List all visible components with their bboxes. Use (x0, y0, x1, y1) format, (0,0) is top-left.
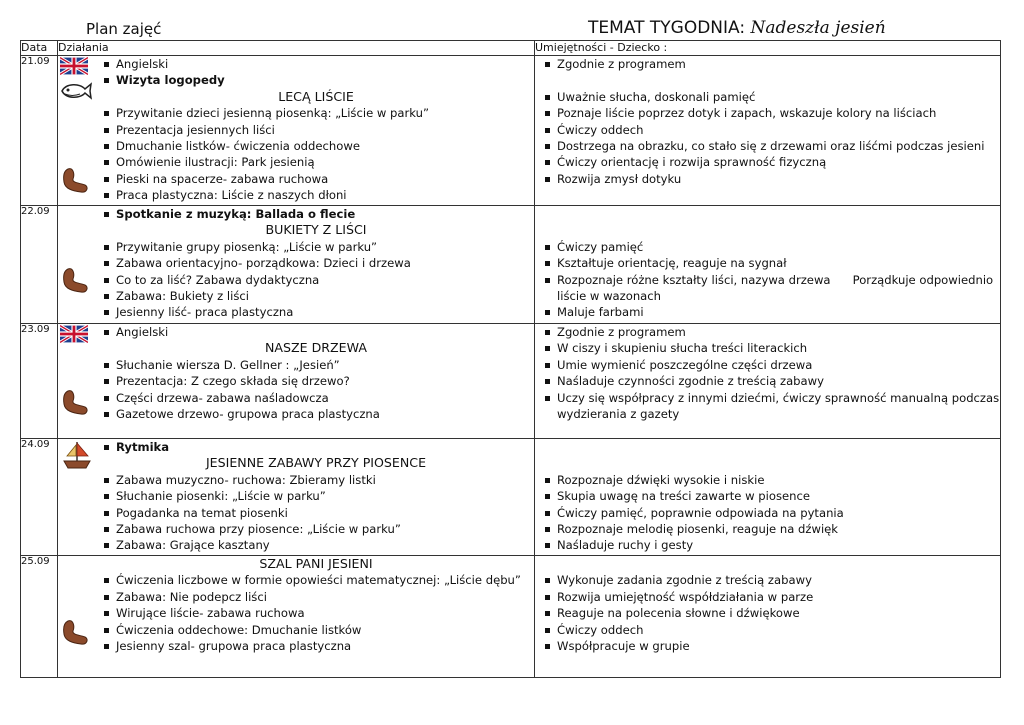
list-item: Naśladuje ruchy i gesty (539, 537, 1000, 553)
list-item: Dostrzega na obrazku, co stało się z drzewami oraz liśćmi podczas jesieni (539, 138, 1000, 154)
header-skills: Umiejętności - Dziecko : (535, 41, 1001, 56)
fish-icon (58, 80, 92, 102)
day-topic: BUKIETY Z LIŚCI (265, 222, 367, 238)
list-item: Zabawa: Bukiety z liści (98, 288, 534, 304)
day-skills (535, 439, 1001, 556)
list-item: Rytmika (98, 439, 534, 455)
bean-icon (60, 166, 90, 194)
day-topic: SZAL PANI JESIENI (259, 556, 373, 571)
list-item: Rozwija zmysł dotyku (539, 171, 1000, 187)
list-item: Pieski na spacerze- zabawa ruchowa (98, 171, 534, 187)
spacer (539, 222, 1000, 238)
list-item: Ćwiczenia liczbowe w formie opowieści matematycznej: „Liście dębu” (98, 572, 534, 588)
list-item: Rozpoznaje różne kształty liści, nazywa drzewa Porządkuje odpowiednio liście w wazonach (539, 272, 1000, 305)
list-item: Angielski (98, 324, 534, 340)
day-date: 23.09 (21, 324, 58, 439)
day-date: 21.09 (21, 56, 58, 206)
list-item: Spotkanie z muzyką: Ballada o flecie (98, 206, 534, 222)
bean-icon (60, 618, 90, 646)
day-topic: NASZE DRZEWA (264, 340, 368, 356)
list-item: Słuchanie piosenki: „Liście w parku” (98, 488, 534, 504)
plan-table (20, 40, 1001, 678)
day-skills (535, 324, 1001, 439)
day-row (21, 56, 1001, 206)
list-item: Współpracuje w grupie (539, 638, 1000, 654)
list-item: Skupia uwagę na treści zawarte w piosence (539, 488, 1000, 504)
list-item: Przywitanie grupy piosenką: „Liście w parku” (98, 239, 534, 255)
list-item: Zabawa orientacyjno- porządkowa: Dzieci i drzewa (98, 255, 534, 271)
uk-flag-icon (60, 57, 88, 75)
header-date: Data (21, 41, 58, 56)
list-item: Praca plastyczna: Liście z naszych dłoni (98, 187, 534, 203)
day-activities (58, 206, 535, 324)
day-row (21, 556, 1001, 678)
list-item: Reaguje na polecenia słowne i dźwiękowe (539, 605, 1000, 621)
boat-icon (61, 439, 93, 471)
list-item: Ćwiczy pamięć, poprawnie odpowiada na pytania (539, 505, 1000, 521)
list-item: Umie wymienić poszczególne części drzewa (539, 357, 1000, 373)
list-item: Kształtuje orientację, reaguje na sygnał (539, 255, 1000, 271)
bean-icon (60, 266, 90, 294)
list-item: Naśladuje czynności zgodnie z treścią zabawy (539, 373, 1000, 389)
list-item: Zabawa: Nie podepcz liści (98, 589, 534, 605)
list-item: Ćwiczy orientację i rozwija sprawność fizyczną (539, 154, 1000, 170)
list-item: Zgodnie z programem (539, 56, 1000, 72)
list-item: Ćwiczy oddech (539, 622, 1000, 638)
bean-icon (60, 388, 90, 416)
list-item: Omówienie ilustracji: Park jesienią (98, 154, 534, 170)
list-item: Wykonuje zadania zgodnie z treścią zabawy (539, 572, 1000, 588)
week-label: TEMAT TYGODNIA: (588, 18, 751, 38)
list-item: Dmuchanie listków- ćwiczenia oddechowe (98, 138, 534, 154)
list-item: Rozpoznaje dźwięki wysokie i niskie (539, 472, 1000, 488)
list-item: Rozwija umiejętność współdziałania w parze (539, 589, 1000, 605)
list-item: Ćwiczy oddech (539, 122, 1000, 138)
list-item: Pogadanka na temat piosenki (98, 505, 534, 521)
plan-title: Plan zajęć (86, 20, 162, 38)
uk-flag-icon (60, 325, 88, 343)
list-item: Gazetowe drzewo- grupowa praca plastyczna (98, 406, 534, 422)
day-row (21, 324, 1001, 439)
day-date: 24.09 (21, 439, 58, 556)
list-item: W ciszy i skupieniu słucha treści literackich (539, 340, 1000, 356)
list-item: Przywitanie dzieci jesienną piosenką: „Liście w parku” (98, 105, 534, 121)
list-item: Rozpoznaje melodię piosenki, reaguje na dźwięk (539, 521, 1000, 537)
header-row (21, 41, 1001, 56)
list-item: Zabawa muzyczno- ruchowa: Zbieramy listki (98, 472, 534, 488)
list-item: Maluje farbami (539, 304, 1000, 320)
day-skills (535, 56, 1001, 206)
list-item: Prezentacja jesiennych liści (98, 122, 534, 138)
spacer (539, 72, 1000, 88)
list-item: Co to za liść? Zabawa dydaktyczna (98, 272, 534, 288)
spacer (539, 206, 1000, 222)
list-item: Angielski (98, 56, 534, 72)
list-item: Zabawa: Grające kasztany (98, 537, 534, 553)
spacer (539, 455, 1000, 471)
week-theme: Nadeszła jesień (750, 18, 886, 38)
list-item: Prezentacja: Z czego składa się drzewo? (98, 373, 534, 389)
list-item: Wirujące liście- zabawa ruchowa (98, 605, 534, 621)
spacer (539, 556, 1000, 572)
list-item: Jesienny liść- praca plastyczna (98, 304, 534, 320)
list-item: Ćwiczenia oddechowe: Dmuchanie listków (98, 622, 534, 638)
spacer (539, 439, 1000, 455)
day-activities (58, 56, 535, 206)
list-item: Zgodnie z programem (539, 324, 1000, 340)
list-item: Zabawa ruchowa przy piosence: „Liście w parku” (98, 521, 534, 537)
list-item: Poznaje liście poprzez dotyk i zapach, wskazuje kolory na liściach (539, 105, 1000, 121)
list-item: Jesienny szal- grupowa praca plastyczna (98, 638, 534, 654)
day-row (21, 206, 1001, 324)
day-topic: LECĄ LIŚCIE (278, 88, 354, 104)
list-item: Ćwiczy pamięć (539, 239, 1000, 255)
day-skills (535, 556, 1001, 678)
day-topic: JESIENNE ZABAWY PRZY PIOSENCE (205, 455, 427, 471)
day-date: 25.09 (21, 556, 58, 678)
list-item: Uważnie słucha, doskonali pamięć (539, 89, 1000, 105)
list-item: Słuchanie wiersza D. Gellner : „Jesień” (98, 357, 534, 373)
list-item: Wizyta logopedy (98, 72, 534, 88)
day-row (21, 439, 1001, 556)
header-activities: Działania (58, 41, 535, 56)
list-item: Części drzewa- zabawa naśladowcza (98, 390, 534, 406)
day-skills (535, 206, 1001, 324)
day-activities (58, 439, 535, 556)
day-activities (58, 324, 535, 439)
day-activities (58, 556, 535, 678)
day-date: 22.09 (21, 206, 58, 324)
week-title (588, 18, 886, 38)
list-item: Uczy się współpracy z innymi dziećmi, ćwiczy sprawność manualną podczas wydzierania z gazety (539, 390, 1000, 423)
